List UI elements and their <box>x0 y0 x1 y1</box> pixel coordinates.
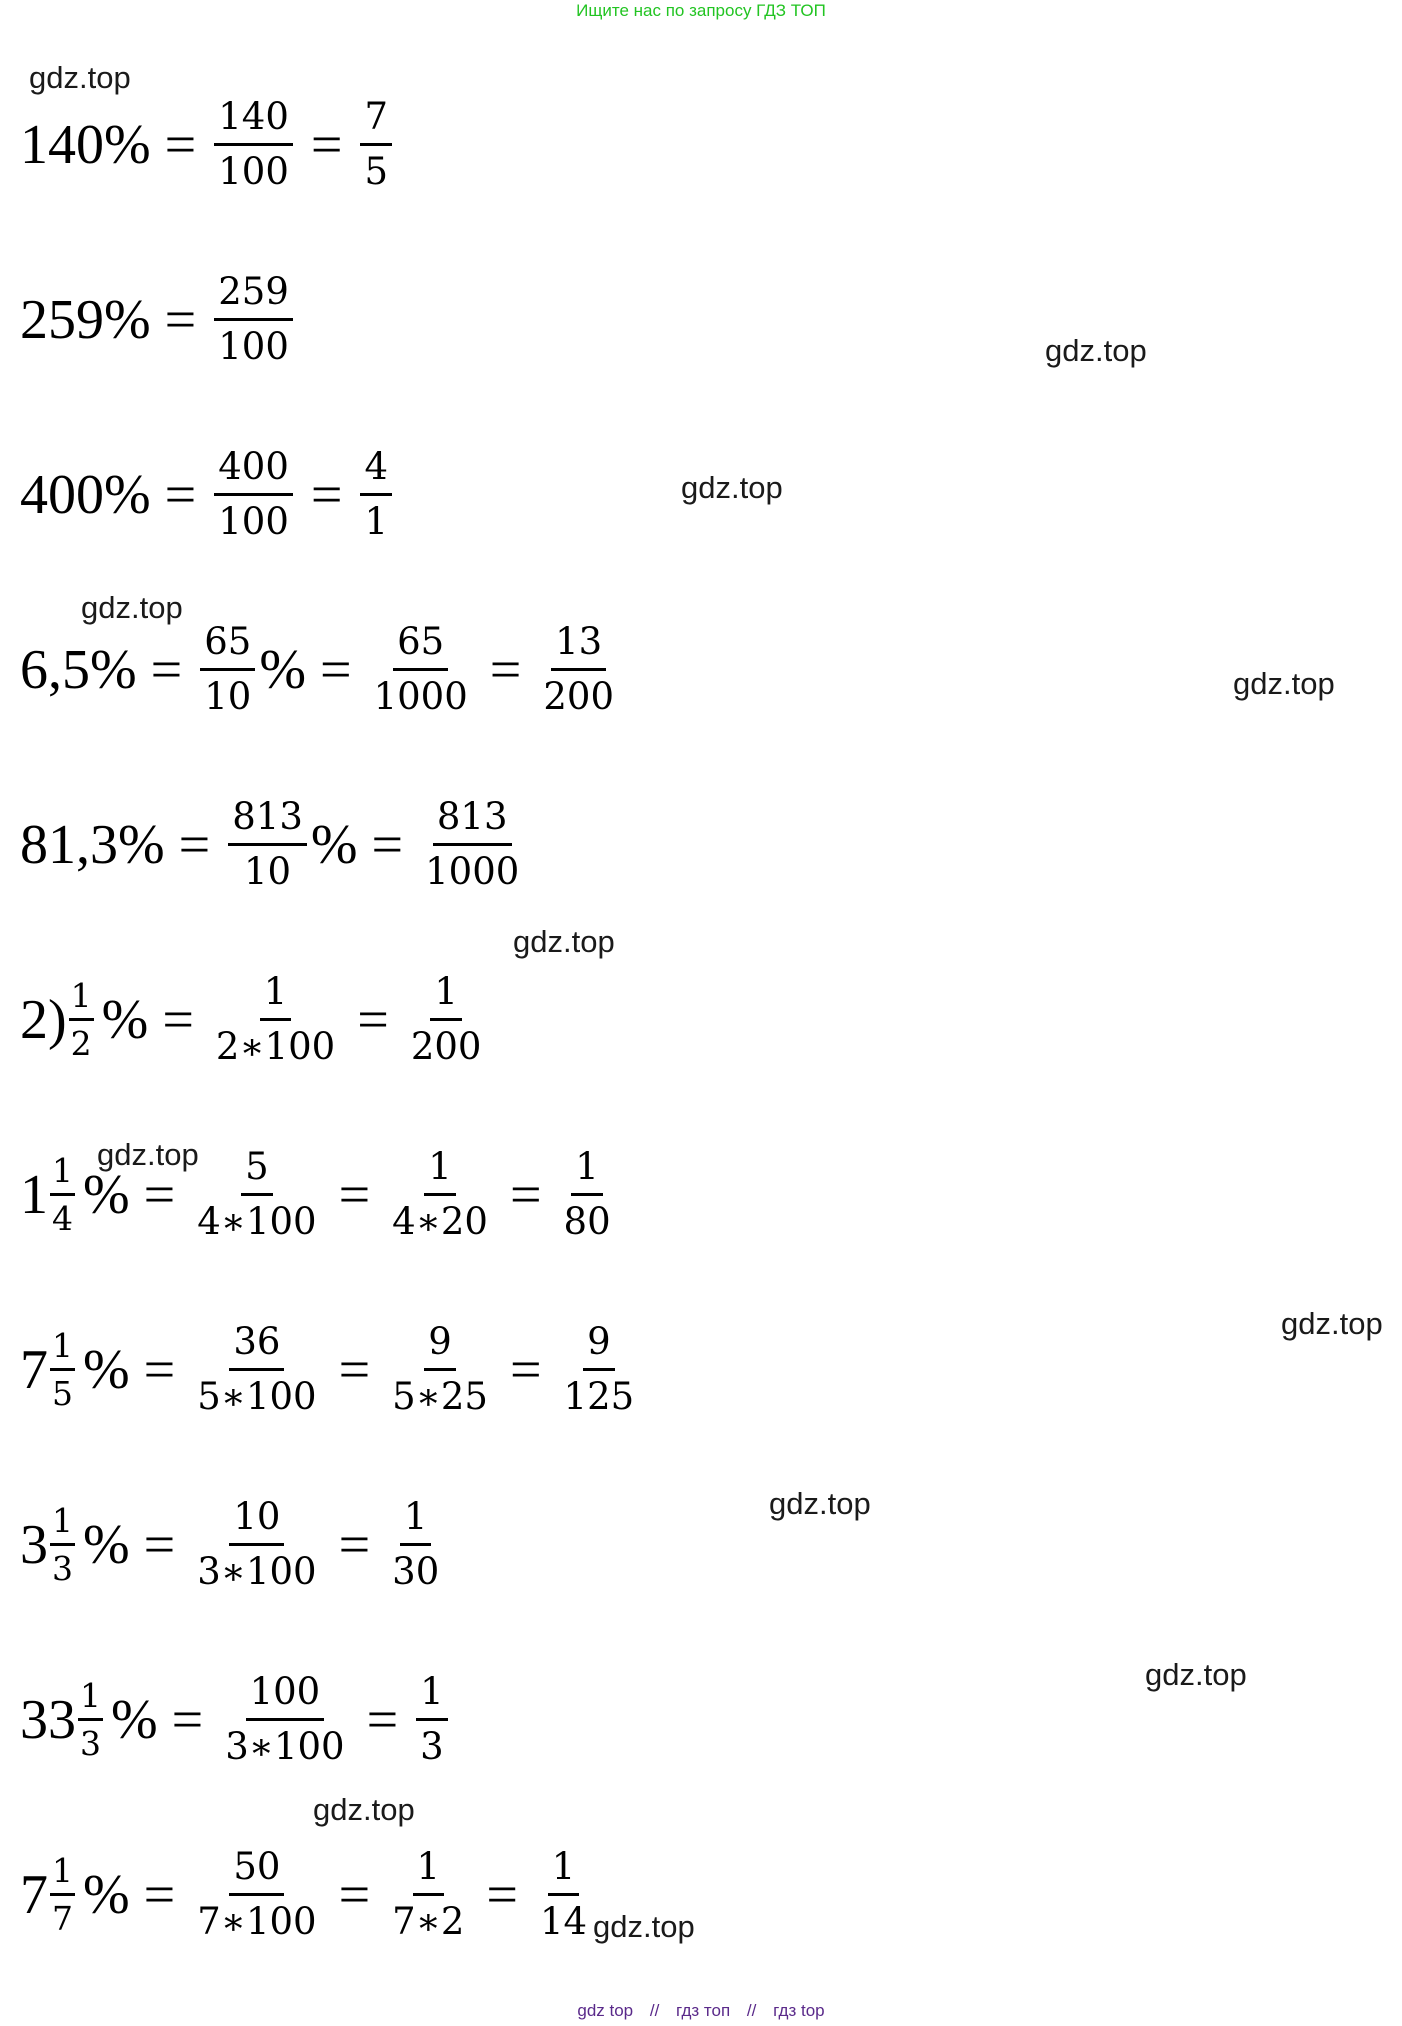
math-text: % <box>259 638 306 701</box>
watermark: gdz.top <box>1045 333 1147 368</box>
fraction <box>193 1320 320 1420</box>
fraction-denominator: 5 <box>52 1374 73 1414</box>
fraction-denominator: 125 <box>563 1375 635 1419</box>
fraction-denominator: 3∗100 <box>197 1550 317 1594</box>
fraction-numerator: 813 <box>228 795 307 846</box>
fraction <box>560 1145 615 1245</box>
fraction <box>78 1676 103 1764</box>
whole-part: 3 <box>20 1513 48 1576</box>
fraction-denominator: 5 <box>364 150 389 194</box>
fraction <box>416 1670 448 1770</box>
fraction-numerator: 813 <box>433 795 512 846</box>
fraction <box>50 1151 75 1239</box>
equals-sign: = <box>143 1338 176 1401</box>
equals-sign: = <box>366 1688 399 1751</box>
equals-sign: = <box>509 1163 542 1226</box>
fraction-numerator: 1 <box>78 1676 103 1722</box>
watermark: gdz.top <box>1145 1657 1247 1692</box>
fraction-denominator: 4∗20 <box>392 1200 488 1244</box>
equation-row <box>20 795 527 895</box>
fraction <box>69 976 94 1064</box>
fraction <box>214 270 293 370</box>
fraction <box>214 445 293 545</box>
watermark: gdz.top <box>513 924 615 959</box>
watermark: gdz.top <box>313 1792 415 1827</box>
equals-sign: = <box>489 638 522 701</box>
equals-sign: = <box>357 988 389 1051</box>
watermark: gdz.top <box>1281 1306 1383 1341</box>
watermark: gdz.top <box>97 1137 199 1172</box>
fraction <box>388 1145 492 1245</box>
fraction-numerator: 10 <box>229 1495 284 1546</box>
equals-sign: = <box>310 113 343 176</box>
footer-separator: // <box>746 2001 757 2020</box>
equals-sign: = <box>143 1163 176 1226</box>
fraction <box>560 1320 639 1420</box>
fraction-denominator: 200 <box>410 1025 482 1069</box>
equals-sign: = <box>320 638 352 701</box>
fraction-denominator: 3 <box>52 1549 73 1589</box>
fraction-denominator: 100 <box>218 150 289 194</box>
fraction-denominator: 100 <box>218 325 289 369</box>
equals-sign: = <box>338 1513 371 1576</box>
fraction-numerator: 65 <box>393 620 448 671</box>
mixed-number <box>20 1851 83 1939</box>
fraction-numerator: 1 <box>400 1495 432 1546</box>
equals-sign: = <box>164 113 197 176</box>
fraction <box>50 1851 75 1939</box>
fraction-numerator: 1 <box>548 1845 580 1896</box>
equals-sign: = <box>162 988 194 1051</box>
fraction-numerator: 1 <box>413 1845 445 1896</box>
fraction <box>539 620 618 720</box>
fraction <box>421 795 523 895</box>
fraction-numerator: 140 <box>214 95 293 146</box>
fraction-denominator: 3 <box>420 1725 444 1769</box>
footer-link-gdz-top[interactable]: gdz top <box>577 2001 634 2020</box>
fraction <box>212 970 339 1070</box>
equation-row <box>20 620 622 720</box>
equals-sign: = <box>310 463 343 526</box>
whole-part: 33 <box>20 1688 76 1751</box>
fraction-denominator: 3∗100 <box>225 1725 345 1769</box>
fraction-numerator: 50 <box>229 1845 284 1896</box>
fraction-denominator: 100 <box>218 500 289 544</box>
fraction-denominator: 1000 <box>425 850 520 894</box>
fraction-denominator: 5∗100 <box>197 1375 317 1419</box>
fraction-numerator: 13 <box>551 620 606 671</box>
fraction-numerator: 1 <box>69 976 94 1022</box>
fraction-denominator: 3 <box>80 1724 101 1764</box>
watermark: gdz.top <box>681 470 783 505</box>
top-banner[interactable]: Ищите нас по запросу ГДЗ ТОП <box>576 1 826 20</box>
fraction <box>536 1845 591 1945</box>
fraction-denominator: 4∗100 <box>197 1200 317 1244</box>
fraction-numerator: 1 <box>424 1145 456 1196</box>
fraction-numerator: 9 <box>583 1320 615 1371</box>
fraction-numerator: 1 <box>260 970 292 1021</box>
fraction <box>50 1501 75 1589</box>
watermark: gdz.top <box>769 1486 871 1521</box>
equals-sign: = <box>338 1863 371 1926</box>
equation-row <box>20 270 297 370</box>
fraction-denominator: 1000 <box>373 675 468 719</box>
fraction <box>370 620 472 720</box>
watermark: gdz.top <box>81 590 183 625</box>
watermark: gdz.top <box>1233 666 1335 701</box>
watermark: gdz.top <box>29 60 131 95</box>
fraction <box>388 1320 492 1420</box>
fraction <box>193 1145 320 1245</box>
fraction <box>50 1326 75 1414</box>
fraction <box>360 95 392 195</box>
math-text: 2) <box>20 988 67 1051</box>
fraction <box>193 1495 320 1595</box>
fraction-numerator: 7 <box>360 95 392 146</box>
fraction-denominator: 2∗100 <box>215 1025 336 1069</box>
equals-sign: = <box>509 1338 542 1401</box>
fraction-numerator: 5 <box>241 1145 273 1196</box>
fraction-numerator: 9 <box>424 1320 456 1371</box>
math-text: % <box>111 1688 158 1751</box>
fraction-denominator: 10 <box>204 675 252 719</box>
whole-part: 7 <box>20 1863 48 1926</box>
fraction <box>200 620 255 720</box>
fraction-denominator: 7 <box>52 1899 73 1939</box>
fraction-denominator: 2 <box>70 1024 92 1064</box>
mixed-number <box>20 1151 83 1239</box>
math-text: 259% <box>20 288 151 351</box>
mixed-number <box>20 1501 83 1589</box>
equation-row <box>20 1320 642 1420</box>
mixed-number <box>20 1676 111 1764</box>
fraction <box>388 1845 468 1945</box>
math-text: % <box>101 988 149 1051</box>
fraction <box>214 95 293 195</box>
fraction-numerator: 259 <box>214 270 293 321</box>
fraction <box>407 970 486 1070</box>
equation-row <box>20 1495 447 1595</box>
fraction <box>360 445 392 545</box>
fraction <box>221 1670 348 1770</box>
equation-row <box>20 445 396 545</box>
fraction-numerator: 1 <box>430 970 462 1021</box>
footer-link-gdz-top-mixed[interactable]: гдз top <box>773 2001 825 2020</box>
fraction <box>388 1495 443 1595</box>
fraction-denominator: 7∗2 <box>392 1900 465 1944</box>
math-text: 400% <box>20 463 151 526</box>
math-text: 140% <box>20 113 151 176</box>
math-text: % <box>83 1863 130 1926</box>
footer-links <box>0 2001 1402 2021</box>
footer-separator: // <box>649 2001 660 2020</box>
footer-link-gdz-top-ru[interactable]: гдз топ <box>676 2001 731 2020</box>
fraction-denominator: 30 <box>392 1550 440 1594</box>
math-text: % <box>83 1338 130 1401</box>
equals-sign: = <box>143 1513 176 1576</box>
equation-row <box>20 1845 595 1945</box>
math-text: % <box>83 1513 130 1576</box>
fraction-numerator: 100 <box>246 1670 325 1721</box>
fraction <box>228 795 307 895</box>
fraction-denominator: 10 <box>244 850 292 894</box>
mixed-number <box>20 1326 83 1414</box>
watermark: gdz.top <box>593 1909 695 1944</box>
equals-sign: = <box>164 288 197 351</box>
fraction-numerator: 1 <box>571 1145 603 1196</box>
fraction-denominator: 5∗25 <box>392 1375 488 1419</box>
equals-sign: = <box>371 813 404 876</box>
fraction-numerator: 1 <box>416 1670 448 1721</box>
equals-sign: = <box>164 463 197 526</box>
equals-sign: = <box>171 1688 204 1751</box>
equals-sign: = <box>143 1863 176 1926</box>
fraction-numerator: 1 <box>50 1501 75 1547</box>
fraction <box>193 1845 320 1945</box>
fraction-numerator: 4 <box>360 445 392 496</box>
fraction-denominator: 14 <box>539 1900 588 1944</box>
equation-row <box>20 970 489 1070</box>
equals-sign: = <box>486 1863 518 1926</box>
fraction-numerator: 400 <box>214 445 293 496</box>
equals-sign: = <box>338 1163 371 1226</box>
math-text: 6,5% <box>20 638 137 701</box>
equation-row <box>20 95 396 195</box>
fraction-numerator: 1 <box>50 1326 75 1372</box>
fraction-denominator: 80 <box>563 1200 611 1244</box>
fraction-numerator: 1 <box>50 1151 75 1197</box>
mixed-number <box>67 976 102 1064</box>
fraction-denominator: 200 <box>543 675 614 719</box>
equals-sign: = <box>178 813 211 876</box>
fraction-numerator: 65 <box>200 620 255 671</box>
equals-sign: = <box>150 638 183 701</box>
math-text: % <box>310 813 358 876</box>
fraction-numerator: 1 <box>50 1851 75 1897</box>
math-text: % <box>83 1163 130 1226</box>
fraction-denominator: 7∗100 <box>197 1900 317 1944</box>
fraction-denominator: 4 <box>52 1199 73 1239</box>
whole-part: 7 <box>20 1338 48 1401</box>
fraction-denominator: 1 <box>364 500 389 544</box>
equation-row <box>20 1145 619 1245</box>
whole-part: 1 <box>20 1163 48 1226</box>
equals-sign: = <box>338 1338 371 1401</box>
math-text: 81,3% <box>20 813 165 876</box>
equation-row <box>20 1670 452 1770</box>
fraction-numerator: 36 <box>229 1320 284 1371</box>
